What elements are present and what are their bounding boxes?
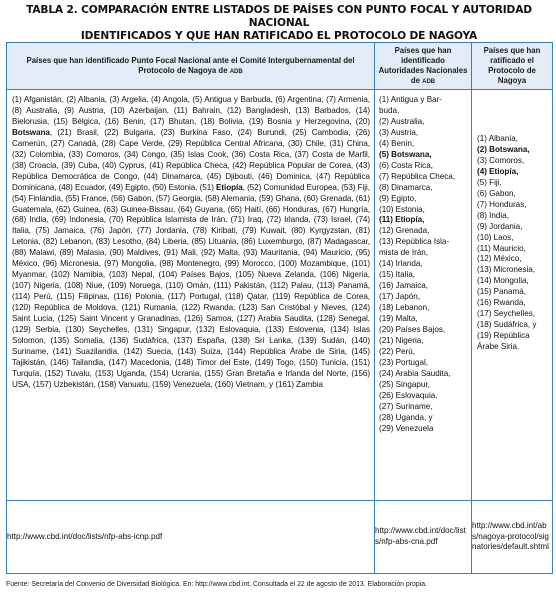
source-note: Fuente: Secretaría del Convenio de Diversidad Biológica. En: http://www.cbd.int. Consultada el 22 de agosto de 2013. Elaboración propia. bbox=[6, 581, 427, 588]
list-item bbox=[379, 413, 468, 424]
country-text: (9) Jordania, bbox=[477, 221, 523, 231]
list-item bbox=[379, 292, 468, 303]
list-item bbox=[379, 205, 468, 216]
header-autoridades-text: Países que han identificado Autoridades Nacionales de bbox=[378, 45, 468, 85]
punto-focal-cell bbox=[7, 90, 375, 501]
table-title-line-2: IDENTIFICADOS Y QUE HAN RATIFICADO EL PROTOCOLO DE NAGOYA bbox=[80, 30, 478, 42]
country-text: (12) México, bbox=[477, 254, 522, 264]
country-text: (9) Egipto, bbox=[379, 193, 417, 203]
country-text: , (21) Brasil, (22) Bulgaria, (23) Burkina Faso, (24) Burundi, (25) Cambodia, (26) Camerún, (27) Canadá, (28) Cape Verde, (29) República Central Africana, (30) Chile, (31) China, (32) Colombia, (33) Comoros, (34) Congo, (35) Islas Cook, (36) Costa Rica, (37) Costa de Marfil, (38) Croacia, (39) Cuba, (40) Cyprus, (41) República Checa, (42) República Popular de Corea, (43) República Democrática de Congo, (44) Dinamarca, (45) Djibouti, (46) Dominica, (47) República Dominicana, (48) Ecuador, (49) Egipto, (50) Estonia, (51) bbox=[12, 127, 370, 192]
list-item bbox=[477, 298, 550, 309]
list-item bbox=[379, 369, 468, 380]
list-item bbox=[477, 309, 550, 320]
country-text: (16) Jamaica, bbox=[379, 281, 429, 291]
country-text: (3) Austria, bbox=[379, 127, 419, 137]
list-item bbox=[379, 303, 468, 314]
country-text: (23) Portugal, bbox=[379, 357, 429, 367]
list-item bbox=[379, 172, 468, 183]
url-link-punto-focal[interactable]: http://www.cbd.int/doc/lists/nfp-abs-icnp.pdf bbox=[7, 531, 163, 541]
country-text: (20) Países Bajos, bbox=[379, 325, 446, 335]
country-text: (4) Benin, bbox=[379, 138, 415, 148]
country-text: (1) Afganistán, (2) Albania, (3) Argelia, (4) Angola, (5) Antigua y Barbuda, (6) Argentina, (7) Armenia, (8) Australia, (9) Austria, (10) Azerbaijan, (11) Bahrain, (12) Bangladesh, (13) Barbados, (14) Bielorusia, (15) Bélgica, (16) Benin, (17) Bhutan, (18) Bolivia, (19) Bosnia y Herzegovina, (20) bbox=[12, 95, 370, 126]
list-item bbox=[477, 331, 550, 342]
header-cell-autoridades bbox=[375, 43, 472, 90]
url-link-autoridades[interactable]: http://www.cbd.int/doc/lists/nfp-abs-cna.pdf bbox=[375, 526, 466, 546]
list-item bbox=[477, 134, 550, 145]
country-text: (13) Micronesia, bbox=[477, 265, 536, 275]
list-item bbox=[379, 150, 468, 161]
country-text: (21) Nigeria, bbox=[379, 335, 424, 345]
autoridades-country-list bbox=[375, 90, 471, 435]
punto-focal-country-list bbox=[7, 90, 374, 391]
comparison-table bbox=[6, 42, 553, 574]
list-item bbox=[379, 194, 468, 205]
country-text: (12) Grenada, bbox=[379, 226, 430, 236]
list-item bbox=[379, 347, 468, 358]
country-text: (22) Perú, bbox=[379, 346, 415, 356]
list-item bbox=[477, 254, 550, 265]
country-text: (13) República Isla- bbox=[379, 237, 450, 247]
country-text: Árabe Siria. bbox=[477, 342, 520, 352]
highlighted-country: (5) Botswana, bbox=[379, 149, 432, 159]
country-text: (6) Costa Rica, bbox=[379, 160, 433, 170]
list-item bbox=[379, 161, 468, 172]
highlighted-country: Botswana bbox=[12, 127, 50, 137]
country-text: buda, bbox=[379, 105, 400, 115]
country-text: (27) Suriname, bbox=[379, 401, 433, 411]
list-item bbox=[477, 211, 550, 222]
list-item bbox=[379, 424, 468, 435]
header-row bbox=[7, 43, 553, 90]
url-cell-punto-focal bbox=[7, 501, 375, 574]
ratificado-country-list bbox=[472, 90, 552, 353]
country-text: (1) Albania, bbox=[477, 134, 518, 143]
country-text: (8) Dinamarca, bbox=[379, 182, 433, 192]
list-item bbox=[379, 183, 468, 194]
country-text: (24) Arabia Saudita, bbox=[379, 368, 451, 378]
list-item bbox=[379, 336, 468, 347]
country-text: (2) Australia, bbox=[379, 116, 425, 126]
autoridades-cell bbox=[375, 90, 472, 501]
country-text: (18) Lebanon, bbox=[379, 303, 430, 313]
list-item bbox=[477, 167, 550, 178]
header-cell-punto-focal bbox=[7, 43, 375, 90]
country-text: (28) Uganda, y bbox=[379, 412, 433, 422]
list-item bbox=[379, 139, 468, 150]
list-item bbox=[379, 380, 468, 391]
country-text: (7) Honduras, bbox=[477, 199, 527, 209]
country-text: (26) Eslovaquia, bbox=[379, 390, 438, 400]
country-text: (15) Panamá, bbox=[477, 287, 527, 297]
list-item bbox=[477, 276, 550, 287]
url-cell-autoridades bbox=[375, 501, 472, 574]
country-text: (18) Sudáfrica, y bbox=[477, 320, 537, 330]
highlighted-country: (4) Etiopía, bbox=[477, 166, 519, 176]
list-item bbox=[379, 117, 468, 128]
country-text: (25) Singapur, bbox=[379, 379, 430, 389]
list-item bbox=[379, 226, 468, 237]
list-item bbox=[379, 248, 468, 259]
country-text: (15) Italia, bbox=[379, 270, 415, 280]
list-item bbox=[379, 358, 468, 369]
list-item bbox=[379, 391, 468, 402]
list-item bbox=[379, 128, 468, 139]
list-item bbox=[477, 320, 550, 331]
country-text: (17) Seychelles, bbox=[477, 309, 536, 319]
header-punto-focal-text: Países que han identificado Punto Focal Nacional ante el Comité Intergubernamental del Protocolo de Nagoya de bbox=[26, 55, 355, 75]
country-text: (14) Mongolia, bbox=[477, 276, 529, 286]
list-item bbox=[379, 270, 468, 281]
list-item bbox=[477, 233, 550, 244]
highlighted-country: Etiopía bbox=[216, 182, 243, 192]
country-text: (3) Comoros, bbox=[477, 155, 525, 165]
list-item bbox=[477, 145, 550, 156]
country-text: (10) Estonia, bbox=[379, 204, 425, 214]
list-item bbox=[379, 314, 468, 325]
highlighted-country: (2) Botswana, bbox=[477, 144, 530, 154]
country-text: (7) República Checa, bbox=[379, 171, 456, 181]
country-text: (5) Fiji, bbox=[477, 177, 502, 187]
list-item bbox=[477, 200, 550, 211]
header-ratificado-text: Países que han ratificado el Protocolo de Nagoya bbox=[483, 46, 541, 85]
countries-row bbox=[7, 90, 553, 501]
ratificado-cell bbox=[472, 90, 553, 501]
header-cell-ratificado bbox=[472, 43, 553, 90]
list-item bbox=[379, 259, 468, 270]
list-item bbox=[379, 281, 468, 292]
url-link-ratificado[interactable]: http://www.cbd.int/abs/nagoya-protocol/signatories/default.shtml bbox=[472, 520, 549, 552]
list-item bbox=[379, 325, 468, 336]
country-text: (8) India, bbox=[477, 210, 509, 220]
list-item bbox=[477, 189, 550, 200]
source-url-row bbox=[7, 501, 553, 574]
country-text: (11) Mauricio, bbox=[477, 243, 526, 253]
list-item bbox=[379, 402, 468, 413]
list-item bbox=[477, 222, 550, 233]
country-text: (19) República bbox=[477, 331, 530, 341]
list-item bbox=[477, 287, 550, 298]
list-item bbox=[379, 215, 468, 226]
list-item bbox=[379, 106, 468, 117]
header-autoridades-suffix: ADB bbox=[422, 78, 436, 85]
country-text: (19) Malta, bbox=[379, 314, 418, 324]
url-cell-ratificado bbox=[472, 501, 553, 574]
list-item bbox=[477, 156, 550, 167]
country-text: mista de Irán, bbox=[379, 248, 429, 258]
list-item bbox=[477, 342, 550, 353]
country-text: (29) Venezuela bbox=[379, 423, 434, 433]
list-item bbox=[379, 95, 468, 106]
country-text: (10) Laos, bbox=[477, 232, 514, 242]
list-item bbox=[477, 244, 550, 255]
country-text: (1) Antigua y Bar- bbox=[379, 95, 442, 104]
list-item bbox=[477, 178, 550, 189]
table-title-line-1: TABLA 2. COMPARACIÓN ENTRE LISTADOS DE PAÍSES CON PUNTO FOCAL Y AUTORIDAD NACIONAL bbox=[26, 4, 532, 29]
country-text: , (52) Comunidad Europea, (53) Fiji, (54) Finlandia, (55) France, (56) Gabon, (57) Georgia, (58) Alemania, (59) Ghana, (60) Grenada, (61) Guatemala, (62) Guinea, (63) Guinea-Bissau, (64) Guyana, (65) Haití, (66) Honduras, (67) Hungría, (68) India, (69) Indonesia, (70) República Islamista de Irán, (71) Iraq, (72) Irlanda, (73) Israel, (74) Italia, (75) Jamaica, (76) Japón, (77) Jordania, (78) Kiribati, (79) Kuwait, (80) Kyrgyzstan, (81) Letonia, (82) Lebanon, (83) Lesotho, (84) Liberia, (85) Lituania, (86) Luxemburgo, (87) Madagascar, (88) Malawi, (89) Malasia, (90) Maldives, (91) Mali, (92) Malta, (93) Mauritania, (94) Mauricio, (95) México, (96) Micronesia, (97) Mongolia, (98) Montenegro, (99) Morocco, (100) Mozambique, (101) Myanmar, (102) Namibia, (103) Nepal, (104) Países Bajos, (105) Nueva Zelanda, (106) Nigeria, (107) Nigeria, (108) Niue, (109) Noruega, (110) Omán, (111) Pakistán, (112) Palau, (113) Panamá, (114) Perú, (115) Filipinas, (116) Polonia, (117) Portugal, (118) Qatar, (119) República de Corea, (120) República de Moldova, (121) Rumania, (122) Rwanda, (123) San Cristóbal y Nieves, (124) Saint Lucia, (125) Saint Vincent y Granadinas, (126) Samoa, (127) Arabia Saudita, (128) Senegal, (129) Serbia, (130) Seychelles, (131) Singapur, (132) Eslovaquia, (133) Eslovenia, (134) Islas Solomon, (135) Somalia, (136) Sudáfrica, (137) España, (138) Sri Lanka, (139) Sudán, (140) Suriname, (141) Suazilandia, (142) Suecia, (143) Suiza, (144) República Árabe de Siria, (145) Tajikistán, (146) Tailandia, (147) Macedonia, (148) Timor del Este, (149) Togo, (150) Tunicia, (151) Turquía, (152) Tuvalu, (153) Uganda, (154) Ucrania, (155) Gran Bretaña e Irlanda del Norte, (156) USA, (157) Uzbekistán, (158) Vanuatu, (159) Venezuela, (160) Vietnam, y (161) Zambia bbox=[12, 182, 370, 389]
country-text: (17) Japón, bbox=[379, 292, 420, 302]
country-text: (14) Irlanda, bbox=[379, 259, 423, 269]
highlighted-country: (11) Etiopía, bbox=[379, 215, 425, 225]
header-punto-focal-suffix: ADB bbox=[229, 68, 243, 75]
list-item bbox=[379, 237, 468, 248]
country-text: (16) Rwanda, bbox=[477, 298, 526, 308]
list-item bbox=[477, 265, 550, 276]
table-title bbox=[6, 4, 552, 43]
country-text: (6) Gabon, bbox=[477, 188, 516, 198]
